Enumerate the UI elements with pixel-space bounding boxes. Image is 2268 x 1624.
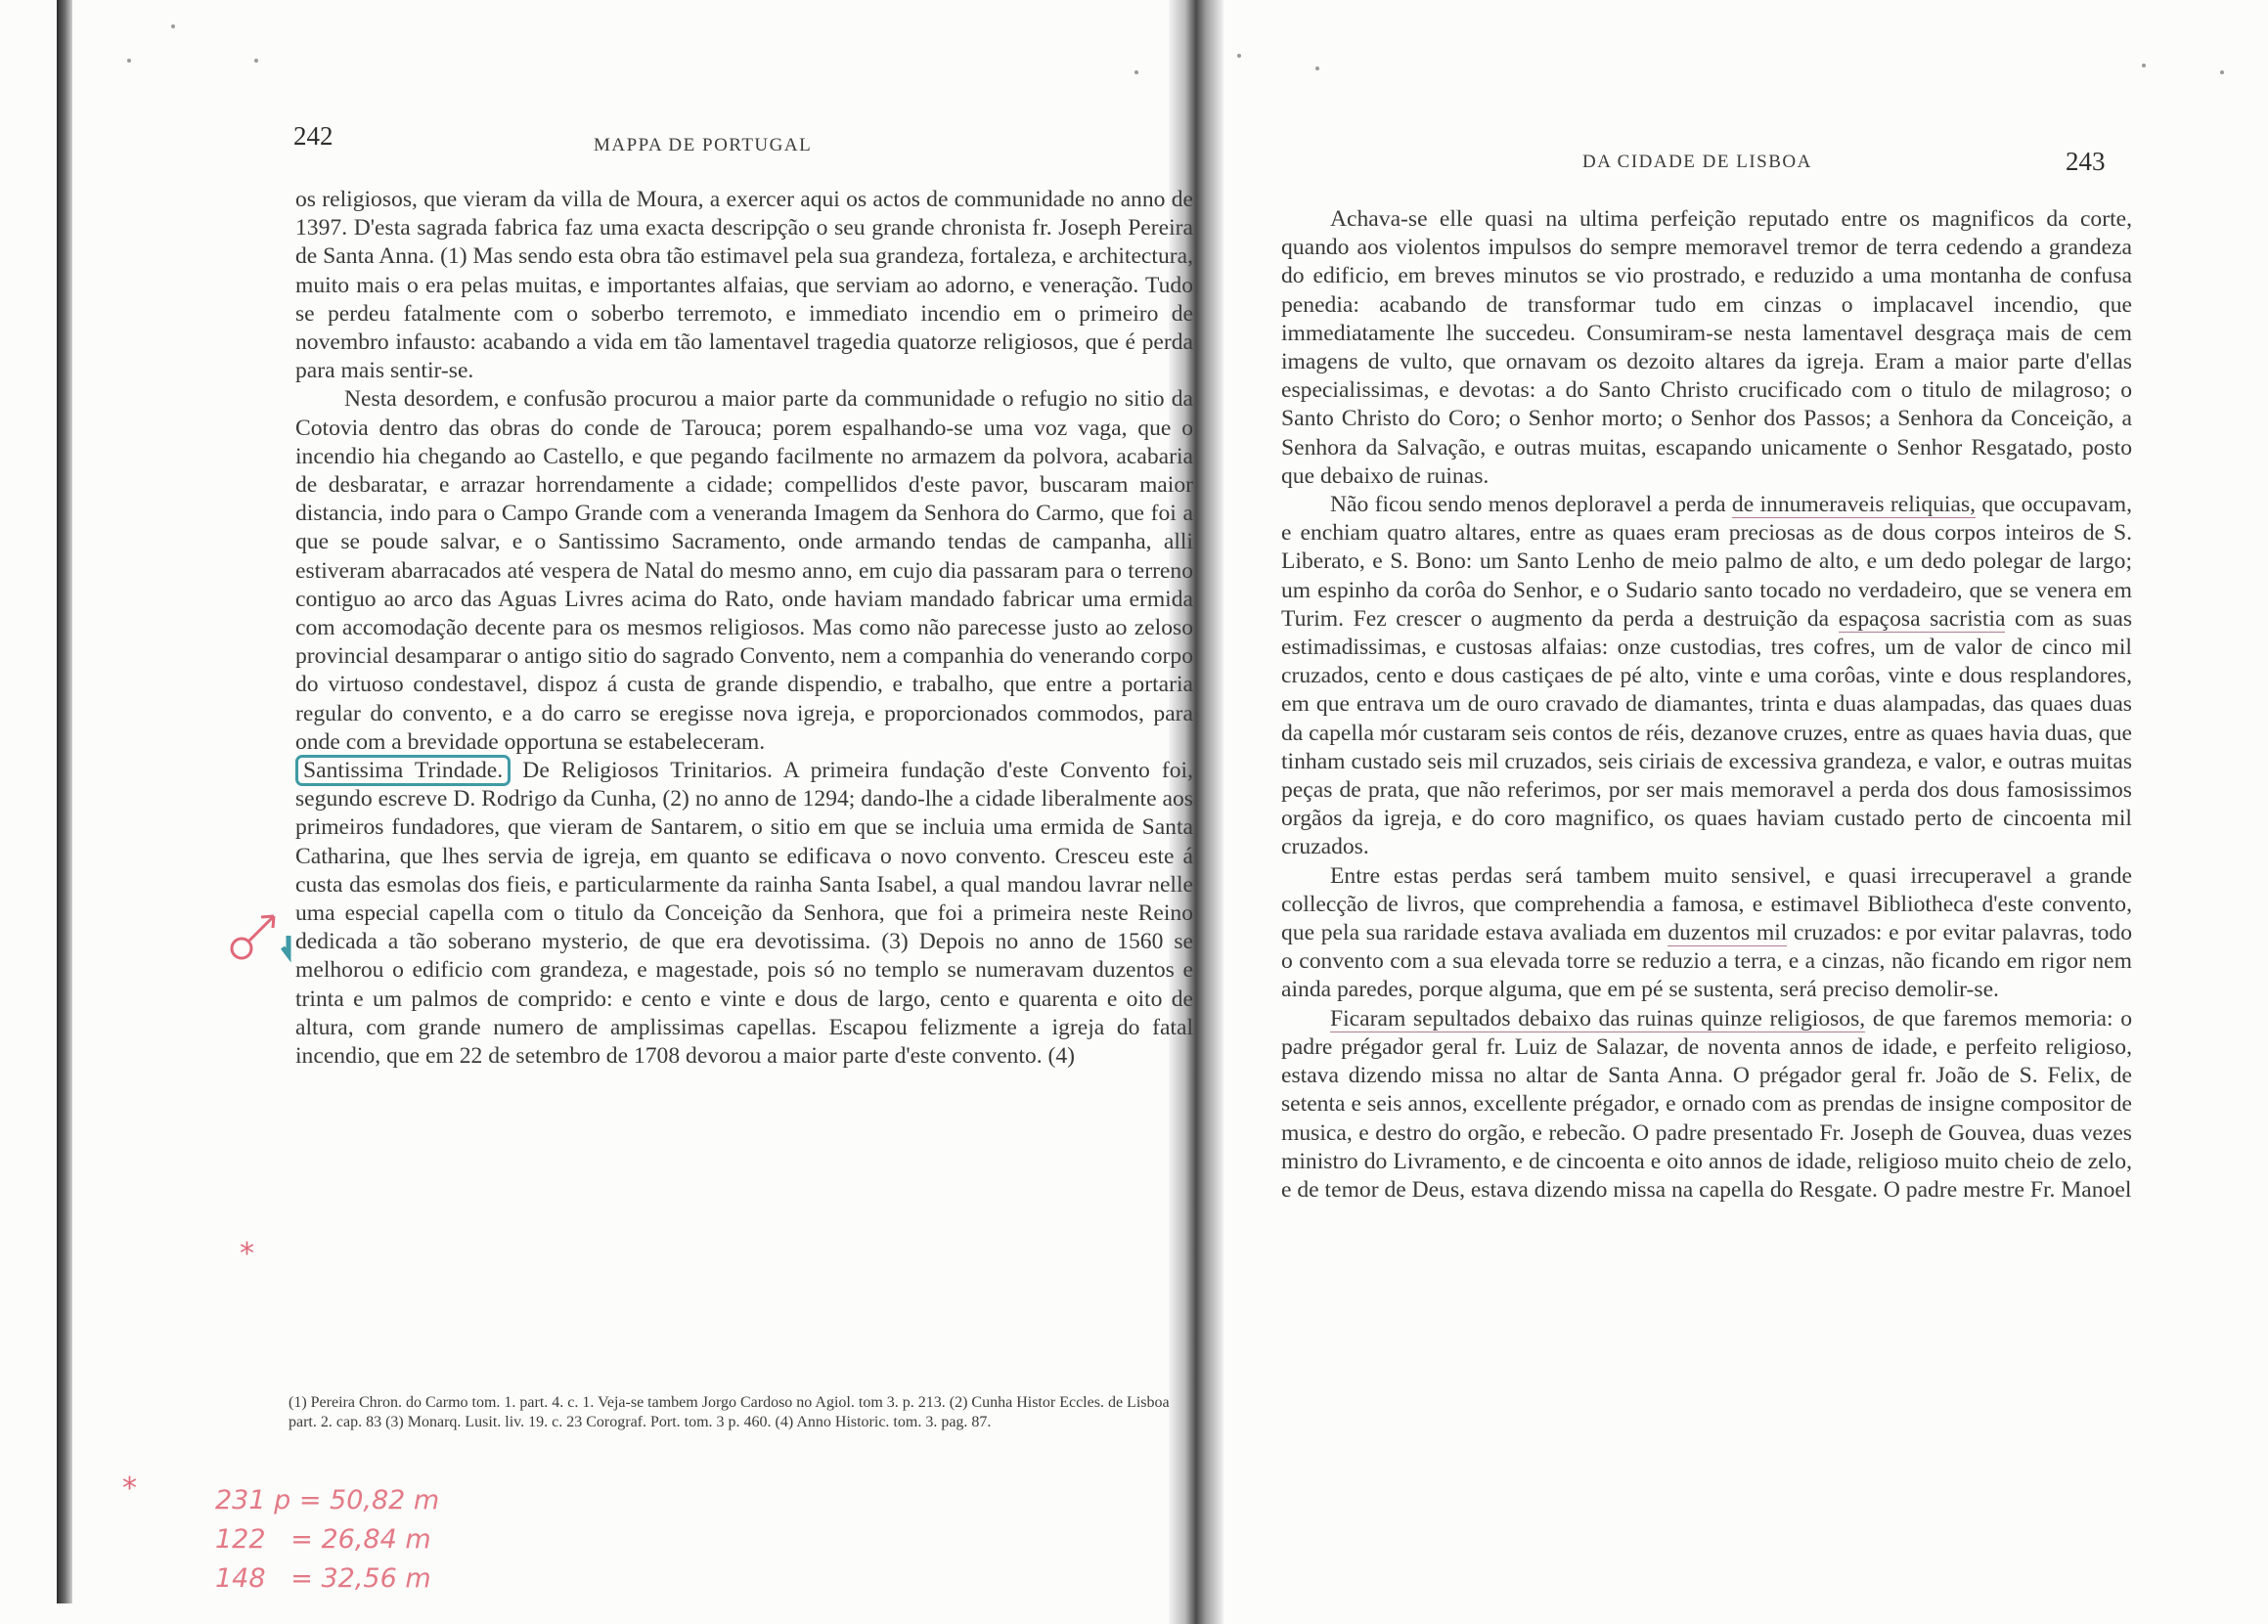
paragraph: Ficaram sepultados debaixo das ruinas quinze religiosos, de que faremos memoria: o padre prégador geral fr. Luiz de Salazar, de noventa annos de idade, e perfeito religioso, estava dizendo missa no altar de Santa Anna. O prégador geral fr. João de S. Felix, de setenta e seis annos, excellente prégador, e ornado com as prendas de insigne compositor de musica, e destro do orgão, e rebecão. O padre presentado Fr. Joseph de Gouvea, duas vezes ministro do Livramento, e de cincoenta e oito annos de idade, religioso muito cheio de zelo, e de temor de Deus, estava dizendo missa na capella do Resgate. O padre mestre Fr. Manoel	[1281, 1005, 2132, 1203]
running-head: DA CIDADE DE LISBOA	[1582, 152, 1812, 172]
highlighted-heading: Santissima Trindade.	[295, 755, 511, 786]
paragraph: Entre estas perdas será tambem muito sensivel, e quasi irrecuperavel a grande collecção de livros, que comprehendia a famosa, e estimavel Bibliotheca d'este convento, que pela sua raridade estava avaliada em duzentos mil cruzados: e por evitar palavras, todo o convento com a sua elevada torre se reduzio a terra, e a cinzas, não ficando em rigor nem ainda paredes, porque alguma, que em pé se sustenta, será preciso demolir-se.	[1281, 862, 2133, 1003]
paragraph: os religiosos, que vieram da villa de Moura, a exercer aqui os actos de communidade no anno de 1397. D'esta sagrada fabrica faz uma exacta descripção o seu grande chronista fr. Joseph Pereira de Santa Anna. (1) Mas sendo esta obra tão estimavel pela sua grandeza, fortaleza, e architectura, muito mais o era pelas muitas, e importantes alfaias, que serviam ao adorno, e veneração. Tudo se perdeu fatalmente com o soberbo terremoto, e immediato incendio em o primeiro de novembro infausto: acabando a vida em tão lamentavel tragedia quatorze religiosos, que é perda para mais sentir-se.	[295, 187, 1193, 384]
calc-line: 231 p = 50,82 m	[215, 1485, 440, 1515]
left-footnotes	[289, 1393, 1193, 1432]
right-body-text	[1281, 205, 2132, 1205]
right-page	[1232, 0, 2210, 1624]
paragraph: Não ficou sendo menos deploravel a perda de innumeraveis reliquias, que occupavam, e enchiam quatro altares, entre as quaes eram preciosas as de dous corpos inteiros de S. Liberato, e S. Bono: um Santo Lenho de meio palmo de alto, e um dedo polegar de largo; um espinho da corôa do Senhor, e o Sudario santo tocado no verdadeiro, que se venera em Turim. Fez crescer o augmento da perda a destruição da espaçosa sacristia com as suas estimadissimas, e custosas alfaias: onze custodias, tres cofres, um de valor de cinco mil cruzados, cento e dous castiçaes de pé alto, vinte e uma corôas, vinte e dous resplandores, em que entrava um de ouro cravado de diamantes, trinta e duas alampadas, das quaes duas da capella mór custaram seis contos de réis, dezanove cruzes, entre as quaes havia duas, que tinham custado seis mil cruzados, seis ciriais de excessiva grandeza, e valor, e outras muitas peças de prata, que não referimos, por ser mais memoravel a perda dos dous famosissimos orgãos da igreja, e do coro magnifico, os quaes haviam custado perto de cincoenta mil cruzados.	[1281, 492, 2133, 860]
calc-line: 122 = 26,84 m	[215, 1524, 431, 1555]
pen-underline: de innumeraveis reliquias,	[1731, 492, 1977, 518]
calc-line: 148 = 32,56 m	[215, 1563, 431, 1594]
footnote-text: (1) Pereira Chron. do Carmo tom. 1. part. 4. c. 1. Veja-se tambem Jorgo Cardoso no Agiol. tom 3. p. 213. (2) Cunha Histor Eccles. de Lisboa part. 2. cap. 83 (3) Monarq. Lusit. liv. 19. c. 23 Corograf. Port. tom. 3 p. 460. (4) Anno Historic. tom. 3. pag. 87.	[289, 1394, 1170, 1430]
page-number: 242	[293, 121, 334, 151]
dust-speck	[2220, 70, 2224, 74]
margin-asterisk: *	[240, 1237, 254, 1271]
paragraph: Nesta desordem, e confusão procurou a maior parte da communidade o refugio no sitio da Cotovia dentro das obras do conde de Tarouca; porem espalhando-se uma voz vaga, que o incendio hia chegando ao Castello, e que pegando facilmente no armazem da polvora, acabaria de desbaratar, e arrazar horrendamente a cidade; compellidos d'este pavor, buscaram maior distancia, indo para o Campo Grande com a veneranda Imagem da Senhora do Carmo, que foi a que se poude salvar, e o Santissimo Sacramento, onde armando tendas de campanha, alli estiveram abarracados até vespera de Natal do mesmo anno, em cujo dia passaram para o terreno contiguo ao arco das Aguas Livres acima do Rato, onde haviam mandado fabricar uma ermida com accomodação decente para os mesmos religiosos. Mas como não parecesse justo ao zeloso provincial desamparar o antigo sitio do sagrado Convento, nem a companhia do venerando corpo do virtuoso condestavel, dispoz á custa de grande dispendio, e trabalho, que entre a portaria regular do convento, e a do carro se eregisse nova igreja, e proporcionados commodos, para onde com a brevidade opportuna se estabeleceram.	[295, 386, 1193, 755]
pen-underline: duzentos mil	[1668, 920, 1788, 946]
teal-tick-mark	[279, 934, 298, 963]
handwritten-calculation	[215, 1481, 439, 1599]
trindade-paragraph	[295, 757, 1193, 1071]
left-page-edge-shadow	[57, 0, 72, 1603]
left-page	[78, 0, 1193, 1624]
page-number: 243	[2066, 147, 2106, 176]
left-body-text	[295, 186, 1193, 1071]
running-head: MAPPA DE PORTUGAL	[594, 135, 813, 155]
paragraph: Achava-se elle quasi na ultima perfeição reputado entre os magnificos da corte, quando aos violentos impulsos do sempre memoravel tremor de terra cedendo a grandeza do edificio, em breves minutos se vio prostrado, e reduzido a uma montanha de confusa penedia: acabando de transformar tudo em cinzas o implacavel incendio, que immediatamente lhe succedeu. Consumiram-se nesta lamentavel desgraça mais de cem imagens de vulto, que ornavam os dezoito altares da igreja. Eram a maior parte d'ellas especialissimas, e devotas: a do Santo Christo crucificado com o titulo de milagroso; o Santo Christo do Coro; o Senhor morto; o Senhor dos Passos; a Senhora da Conceição, a Senhora da Salvação, e outras muitas, escapando unicamente o Senhor Resgatado, posto que debaixo de ruinas.	[1281, 206, 2132, 489]
margin-asterisk: *	[122, 1471, 137, 1506]
pen-underline: espaçosa sacristia	[1838, 605, 2006, 632]
pen-underline: Ficaram sepultados debaixo das ruinas quinze religiosos,	[1330, 1005, 1866, 1031]
trindade-text: De Religiosos Trinitarios. A primeira fundação d'este Convento foi, segundo escreve D. Rodrigo da Cunha, (2) no anno de 1294; dando-lhe a cidade liberalmente aos primeiros fundadores, que vieram de Santarem, o sitio em que se incluia uma ermida de Santa Catharina, que lhes servia de igreja, em quanto se edificava o novo convento. Cresceu este á custa das esmolas dos fieis, e particularmente da rainha Santa Isabel, a qual mandou lavrar nelle uma especial capella com o titulo da Conceição da Senhora, que foi a primeira neste Reino dedicada a tão soberano mysterio, de que era devotissima. (3) Depois no anno de 1560 se melhorou o edificio com grandeza, e magestade, pois só no templo se numeravam duzentos e trinta e um palmos de comprido: e cento e vinte e dous de largo, cento e quarenta e oito de altura, com grande numero de amplissimas capellas. Escapou felizmente a igreja do fatal incendio, que em 22 de setembro de 1708 devorou a maior parte d'este convento. (4)	[295, 758, 1193, 1070]
